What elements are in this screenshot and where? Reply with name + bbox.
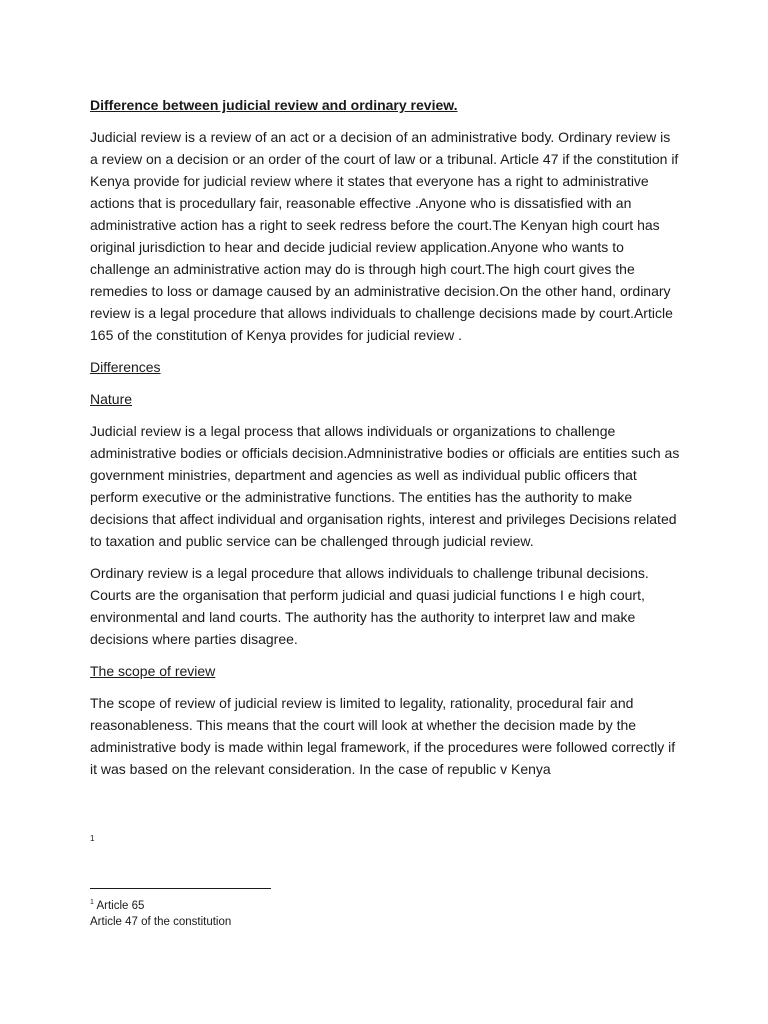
intro-paragraph: Judicial review is a review of an act or a decision of an administrative body. Ordinary review is a review on a decision or an order of the court of law or a tribunal. Article 47 if the constitution if Kenya provide for judicial review where it states that everyone has a right to administrative actions that is procedullary fair, reasonable effective .Anyone who is dissatisfied with an administrative action has a right to seek redress before the court.The Kenyan high court has original jurisdiction to hear and decide judicial review application.Anyone who wants to challenge an administrative action may do is through high court.The high court gives the remedies to loss or damage caused by an administrative decision.On the other hand, ordinary review is a legal procedure that allows individuals to challenge decisions made by court.Article 165 of the constitution of Kenya provides for judicial review . (90, 129, 679, 343)
nature-paragraph-judicial: Judicial review is a legal process that allows individuals or organizations to challenge administrative bodies or officials decision.Admninistrative bodies or officials are entities such as government ministries, department and agencies as well as individual public officers that perform executive or the administrative functions. The entities has the authority to make decisions that affect individual and organisation rights, interest and privileges Decisions related to taxation and public service can be challenged through judicial review. (90, 423, 680, 549)
scope-paragraph: The scope of review of judicial review is limited to legality, rationality, procedural fair and reasonableness. This means that the court will look at whether the decision made by the administrative body is made within legal framework, if the procedures were followed correctly if it was based on the relevant consideration. In the case of republic v Kenya (90, 695, 676, 777)
footnote-1-number: 1 (90, 899, 94, 907)
footnotes-section (90, 898, 231, 930)
scope-heading: The scope of review (90, 663, 216, 679)
nature-heading: Nature (90, 391, 133, 407)
footnote-1-text: Article 65 (93, 900, 145, 912)
footnote-separator (90, 888, 271, 889)
differences-heading: Differences (90, 359, 161, 375)
footnote-reference-marker: 1 (90, 834, 95, 843)
document-title: Difference between judicial review and ordinary review. (90, 97, 458, 113)
document-body (90, 94, 680, 790)
footnote-1 (90, 898, 231, 914)
footnote-2: Article 47 of the constitution (90, 916, 232, 928)
nature-paragraph-ordinary: Ordinary review is a legal procedure that allows individuals to challenge tribunal decisions. Courts are the organisation that perform judicial and quasi judicial functions I e high court, environmental and land courts. The authority has the authority to interpret law and make decisions where parties disagree. (90, 565, 649, 647)
